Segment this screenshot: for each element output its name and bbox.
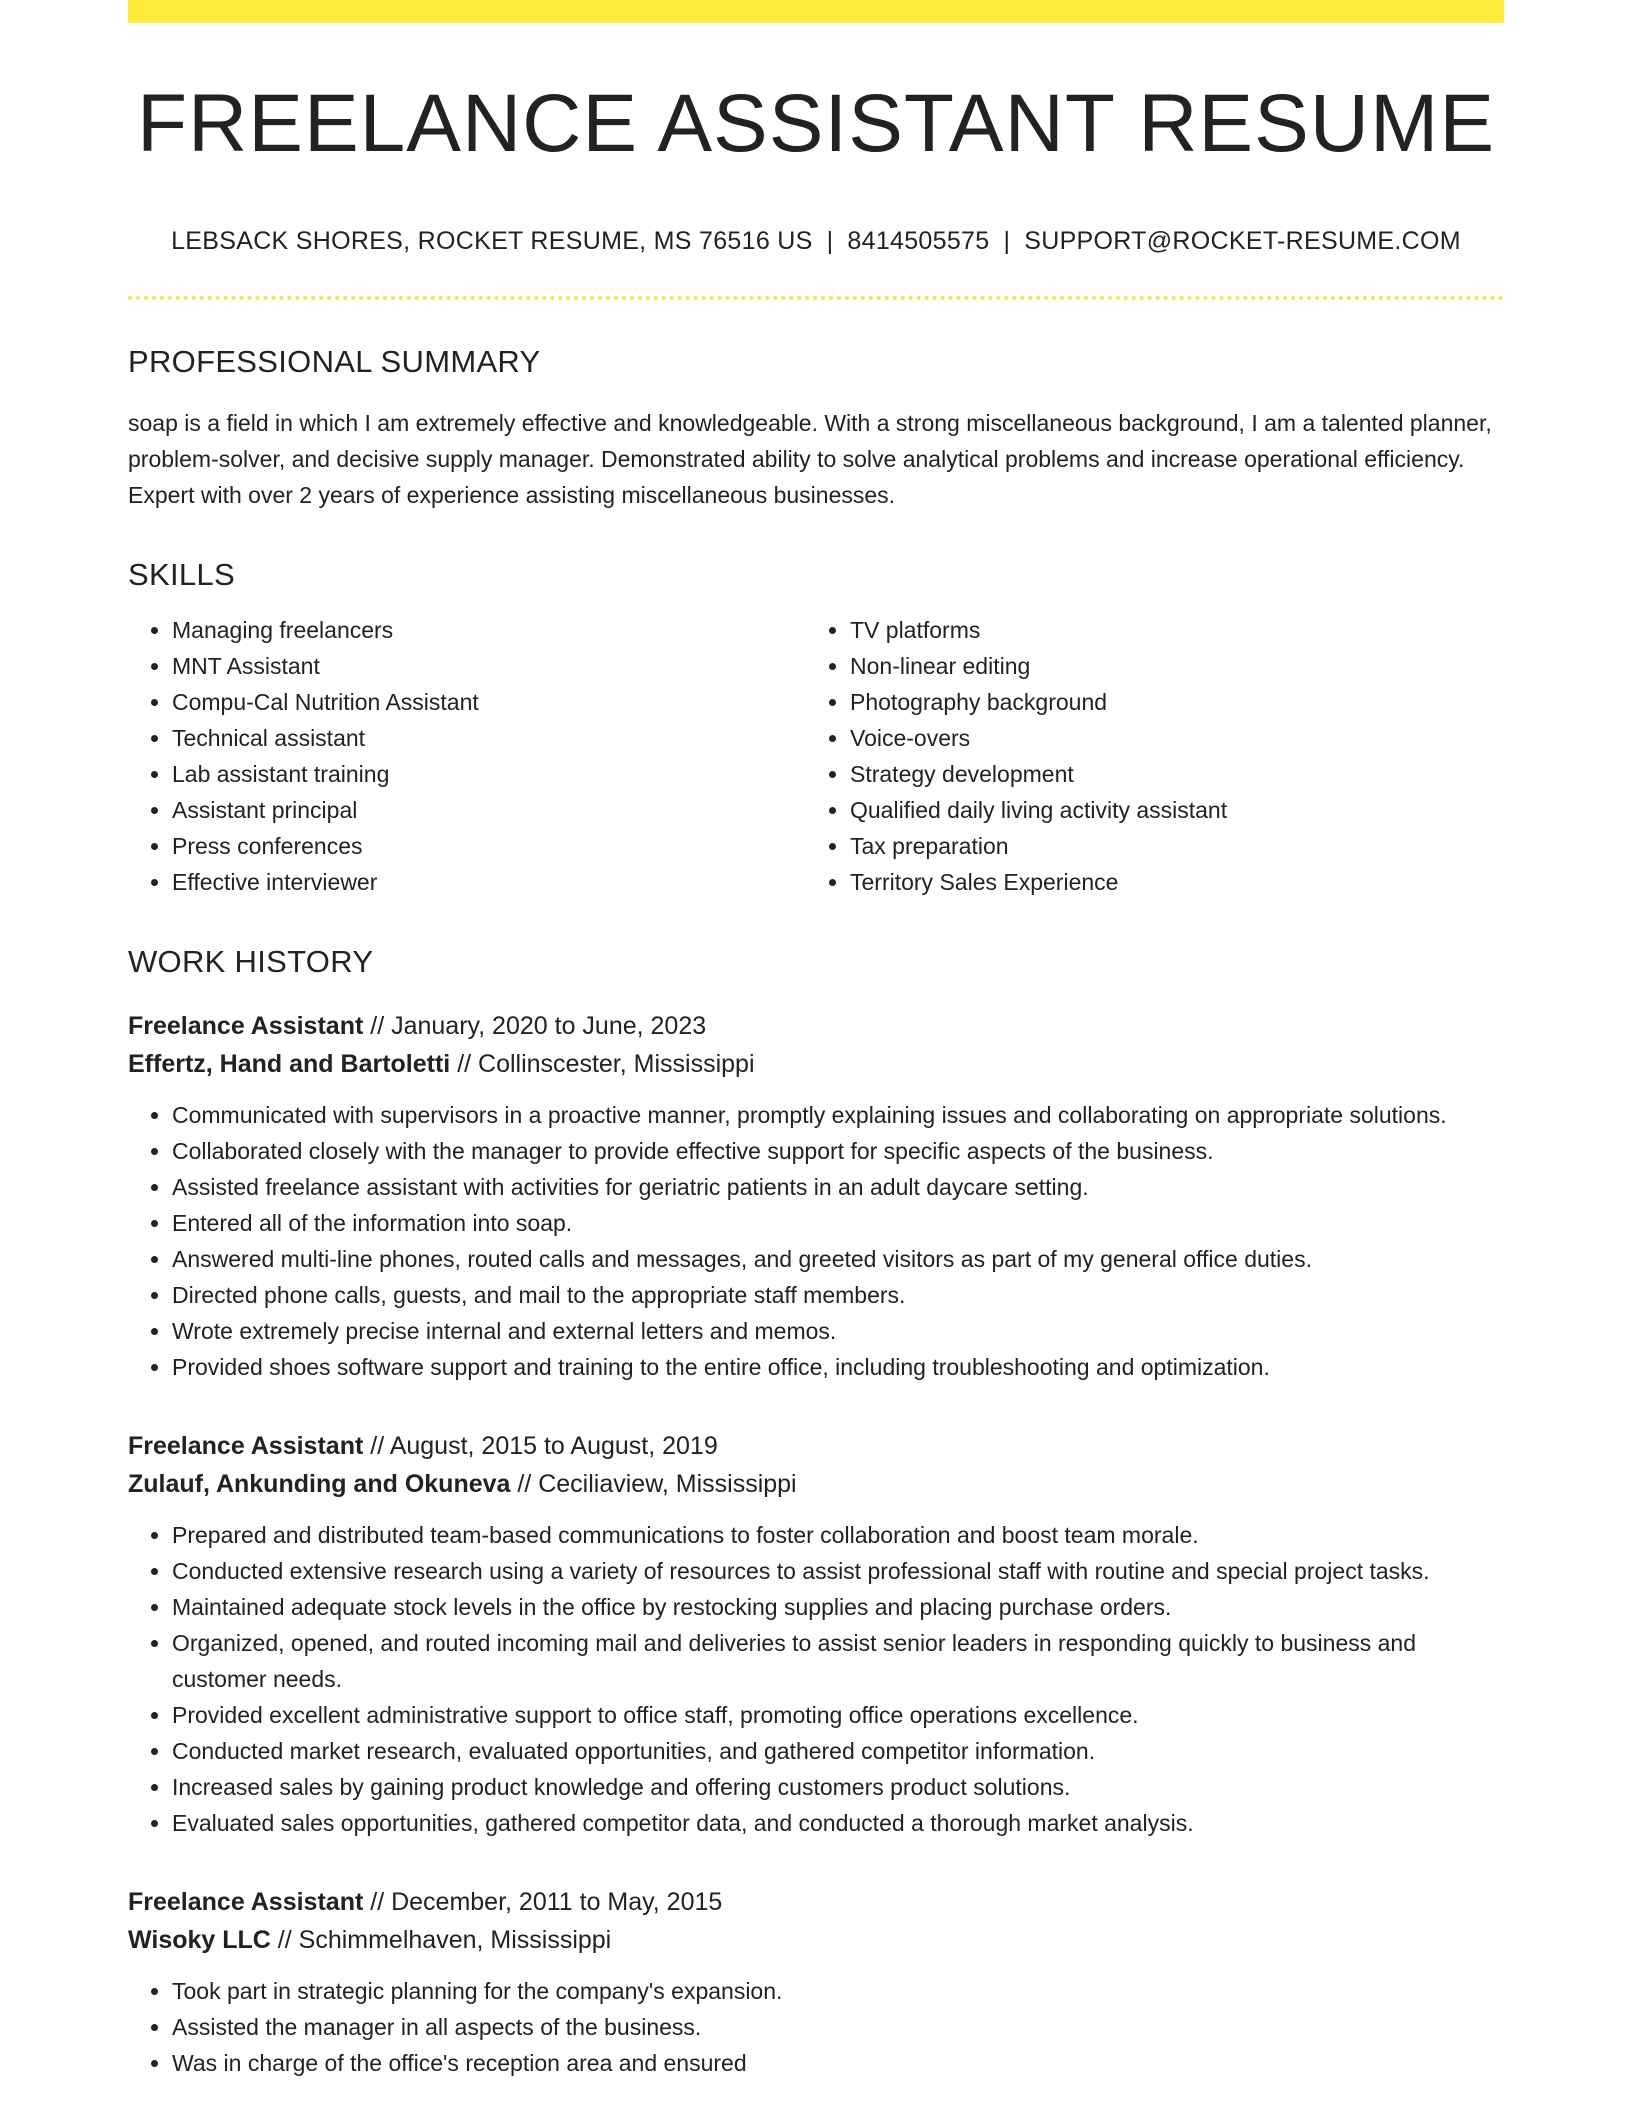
skill-item: • Tax preparation xyxy=(850,828,1484,864)
skill-item: • Non-linear editing xyxy=(850,648,1484,684)
summary-heading: PROFESSIONAL SUMMARY xyxy=(128,344,541,379)
skill-item: • Technical assistant xyxy=(172,720,806,756)
skill-item: • Photography background xyxy=(850,684,1484,720)
work-history-heading: WORK HISTORY xyxy=(128,944,374,979)
job-entry xyxy=(128,1007,1504,1385)
job-dates: // August, 2015 to August, 2019 xyxy=(363,1432,718,1460)
job-bullet: • Entered all of the information into soap. xyxy=(172,1205,1504,1241)
job-bullet: • Provided excellent administrative support to office staff, promoting office operations excellence. xyxy=(172,1697,1504,1733)
skill-item: • Assistant principal xyxy=(172,792,806,828)
job-location: // Ceciliaview, Mississippi xyxy=(510,1470,797,1498)
work-history-list xyxy=(128,1007,1504,2081)
summary-text: soap is a field in which I am extremely effective and knowledgeable. With a strong miscellaneous background, I am a talented planner, problem-solver, and decisive supply manager. Demonstrated ability to solve analytical problems and increase operational efficiency. Expert with over 2 years of experience assisting miscellaneous businesses. xyxy=(128,410,1492,508)
header-divider xyxy=(128,296,1504,300)
skill-item: • Voice-overs xyxy=(850,720,1484,756)
job-bullet: • Evaluated sales opportunities, gathered competitor data, and conducted a thorough market analysis. xyxy=(172,1805,1504,1841)
job-dates: // January, 2020 to June, 2023 xyxy=(363,1012,707,1040)
job-dates: // December, 2011 to May, 2015 xyxy=(363,1888,723,1916)
contact-phone: 8414505575 xyxy=(847,227,990,255)
job-bullet: • Collaborated closely with the manager to provide effective support for specific aspects of the business. xyxy=(172,1133,1504,1169)
skill-item: • MNT Assistant xyxy=(172,648,806,684)
job-location: // Collinscester, Mississippi xyxy=(450,1050,755,1078)
skill-item: • TV platforms xyxy=(850,612,1484,648)
resume-page xyxy=(128,0,1504,2081)
job-bullet: • Wrote extremely precise internal and external letters and memos. xyxy=(172,1313,1504,1349)
job-bullet: • Communicated with supervisors in a proactive manner, promptly explaining issues and collaborating on appropriate solutions. xyxy=(172,1097,1504,1133)
job-bullet: • Organized, opened, and routed incoming mail and deliveries to assist senior leaders in responding quickly to business and customer needs. xyxy=(172,1625,1504,1697)
job-title-line xyxy=(128,1007,1504,1045)
skill-item: • Territory Sales Experience xyxy=(850,864,1484,900)
job-bullet: • Increased sales by gaining product knowledge and offering customers product solutions. xyxy=(172,1769,1504,1805)
skills-column-left xyxy=(128,612,806,900)
job-bullet: • Was in charge of the office's reception area and ensured xyxy=(172,2045,1504,2081)
job-role: Freelance Assistant xyxy=(128,1012,364,1040)
accent-bar xyxy=(128,0,1504,23)
job-bullets xyxy=(128,1517,1504,1841)
skills-column-right xyxy=(806,612,1484,900)
job-bullet: • Took part in strategic planning for the company's expansion. xyxy=(172,1973,1504,2009)
skill-item: • Effective interviewer xyxy=(172,864,806,900)
job-bullet: • Answered multi-line phones, routed calls and messages, and greeted visitors as part of my general office duties. xyxy=(172,1241,1504,1277)
contact-address: LEBSACK SHORES, ROCKET RESUME, MS 76516 US xyxy=(171,227,813,255)
job-bullet: • Conducted extensive research using a variety of resources to assist professional staff with routine and special project tasks. xyxy=(172,1553,1504,1589)
contact-line xyxy=(128,227,1504,256)
job-bullet: • Assisted the manager in all aspects of the business. xyxy=(172,2009,1504,2045)
contact-email: SUPPORT@ROCKET-RESUME.COM xyxy=(1024,227,1461,255)
contact-separator: | xyxy=(826,227,834,255)
skill-item: • Press conferences xyxy=(172,828,806,864)
contact-separator: | xyxy=(1003,227,1011,255)
job-company-line xyxy=(128,1045,1504,1083)
job-bullet: • Provided shoes software support and training to the entire office, including troubleshooting and optimization. xyxy=(172,1349,1504,1385)
resume-title: FREELANCE ASSISTANT RESUME xyxy=(136,78,1496,169)
skills-list xyxy=(128,612,1504,900)
job-title-line xyxy=(128,1883,1504,1921)
skill-item: • Managing freelancers xyxy=(172,612,806,648)
job-bullet: • Directed phone calls, guests, and mail to the appropriate staff members. xyxy=(172,1277,1504,1313)
job-title-line xyxy=(128,1427,1504,1465)
job-bullet: • Conducted market research, evaluated opportunities, and gathered competitor information. xyxy=(172,1733,1504,1769)
job-bullets xyxy=(128,1973,1504,2081)
job-entry xyxy=(128,1427,1504,1841)
job-entry xyxy=(128,1883,1504,2081)
skill-item: • Compu-Cal Nutrition Assistant xyxy=(172,684,806,720)
job-company: Wisoky LLC xyxy=(128,1926,271,1954)
job-company: Effertz, Hand and Bartoletti xyxy=(128,1050,451,1078)
job-bullets xyxy=(128,1097,1504,1385)
job-bullet: • Assisted freelance assistant with activities for geriatric patients in an adult daycare setting. xyxy=(172,1169,1504,1205)
job-bullet: • Prepared and distributed team-based communications to foster collaboration and boost team morale. xyxy=(172,1517,1504,1553)
job-company: Zulauf, Ankunding and Okuneva xyxy=(128,1470,511,1498)
job-location: // Schimmelhaven, Mississippi xyxy=(270,1926,612,1954)
job-role: Freelance Assistant xyxy=(128,1888,364,1916)
skills-heading: SKILLS xyxy=(128,557,235,592)
job-company-line xyxy=(128,1465,1504,1503)
job-role: Freelance Assistant xyxy=(128,1432,364,1460)
skill-item: • Lab assistant training xyxy=(172,756,806,792)
job-bullet: • Maintained adequate stock levels in the office by restocking supplies and placing purchase orders. xyxy=(172,1589,1504,1625)
skill-item: • Qualified daily living activity assistant xyxy=(850,792,1484,828)
job-company-line xyxy=(128,1921,1504,1959)
skill-item: • Strategy development xyxy=(850,756,1484,792)
